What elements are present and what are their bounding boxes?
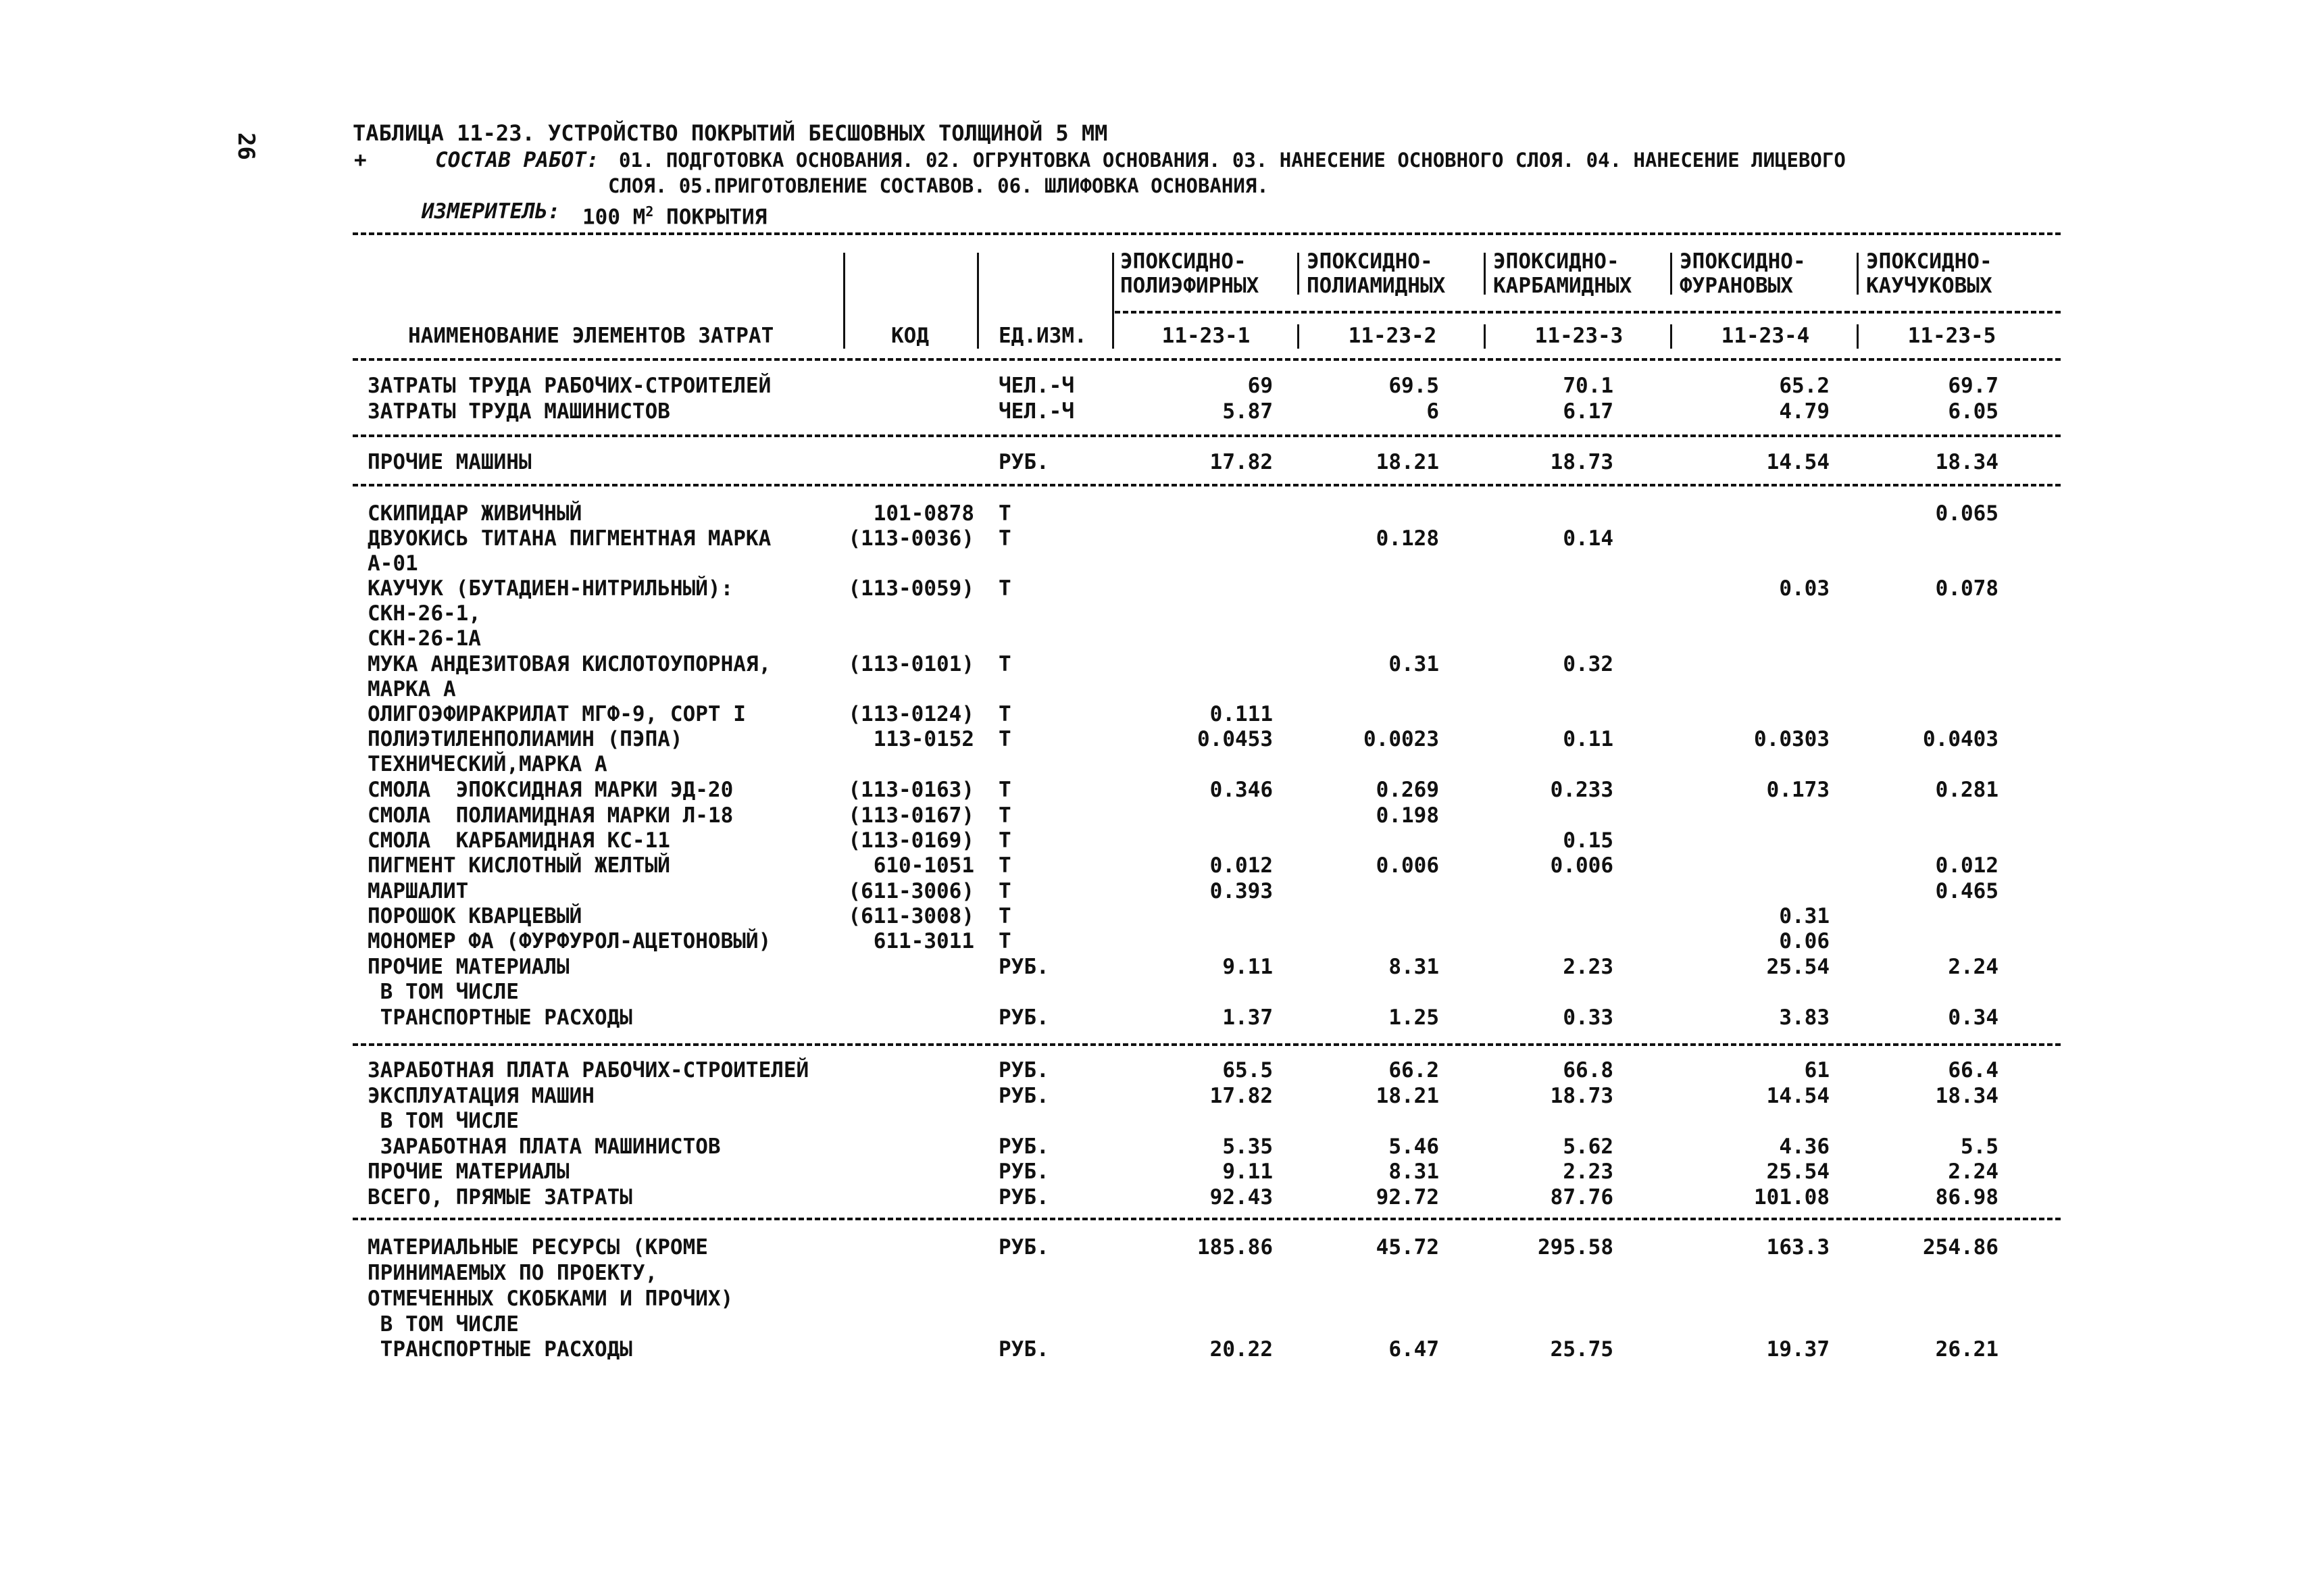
value-cell: 1.37 (1222, 1005, 1273, 1030)
value-cell: 65.5 (1222, 1058, 1273, 1082)
rule-after-materials (353, 1043, 2061, 1046)
value-cell: 0.31 (1388, 652, 1439, 676)
row-unit: Т (999, 879, 1011, 903)
value-cell: 0.006 (1550, 853, 1613, 878)
rule-after-totals (353, 1218, 2061, 1220)
row-name: МАРШАЛИТ (368, 879, 469, 903)
row-name: МУКА АНДЕЗИТОВАЯ КИСЛОТОУПОРНАЯ, (368, 652, 772, 676)
value-cell: 69.7 (1948, 374, 1998, 398)
row-name: ОТМЕЧЕННЫХ СКОБКАМИ И ПРОЧИХ) (368, 1287, 734, 1311)
divider-code-unit (977, 253, 979, 349)
row-code: 610-1051 (873, 853, 974, 878)
rule-after-labor (353, 434, 2061, 437)
value-cell: 185.86 (1197, 1235, 1273, 1260)
header-name: НАИМЕНОВАНИЕ ЭЛЕМЕНТОВ ЗАТРАТ (408, 324, 774, 348)
row-name: МАТЕРИАЛЬНЫЕ РЕСУРСЫ (КРОМЕ (368, 1235, 708, 1260)
row-unit: Т (999, 702, 1011, 726)
row-name: СКН-26-1, (368, 601, 481, 626)
value-cell: 0.393 (1209, 879, 1273, 903)
row-name: ПРОЧИЕ МАТЕРИАЛЫ (368, 955, 570, 979)
value-cell: 254.86 (1923, 1235, 1998, 1260)
row-unit: Т (999, 929, 1011, 953)
value-cell: 6.05 (1948, 399, 1998, 424)
value-cell: 19.37 (1766, 1337, 1830, 1362)
row-code: (113-0167) (848, 803, 974, 828)
composition-line-2: СЛОЯ. 05.ПРИГОТОВЛЕНИЕ СОСТАВОВ. 06. ШЛИФОВКА ОСНОВАНИЯ. (608, 174, 1269, 197)
column-header-line2: ПОЛИЭФИРНЫХ (1120, 274, 1259, 298)
value-cell: 0.0023 (1363, 727, 1439, 751)
value-cell: 295.58 (1538, 1235, 1613, 1260)
row-unit: Т (999, 727, 1011, 751)
divider-col4-col5 (1857, 253, 1859, 295)
value-cell: 0.0303 (1754, 727, 1830, 751)
row-unit: РУБ. (999, 1185, 1049, 1210)
row-name: КАУЧУК (БУТАДИЕН-НИТРИЛЬНЫЙ): (368, 576, 734, 601)
value-cell: 4.36 (1779, 1134, 1830, 1159)
row-name: СКИПИДАР ЖИВИЧНЫЙ (368, 501, 582, 526)
value-cell: 0.0403 (1923, 727, 1998, 751)
value-cell: 6 (1426, 399, 1439, 424)
value-cell: 66.8 (1563, 1058, 1613, 1082)
value-cell: 0.31 (1779, 904, 1830, 928)
value-cell: 2.23 (1563, 955, 1613, 979)
row-name: ТРАНСПОРТНЫЕ РАСХОДЫ (368, 1005, 632, 1030)
value-cell: 5.62 (1563, 1134, 1613, 1159)
value-cell: 61 (1804, 1058, 1830, 1082)
divider-name-code (843, 253, 845, 349)
value-cell: 5.87 (1222, 399, 1273, 424)
value-cell: 2.24 (1948, 1159, 1998, 1184)
column-code: 11-23-1 (1161, 324, 1251, 348)
row-unit: ЧЕЛ.-Ч (999, 374, 1074, 398)
value-cell: 0.03 (1779, 576, 1830, 601)
value-cell: 18.21 (1376, 1084, 1439, 1108)
value-cell: 0.0453 (1197, 727, 1273, 751)
value-cell: 2.24 (1948, 955, 1998, 979)
value-cell: 69.5 (1388, 374, 1439, 398)
value-cell: 5.46 (1388, 1134, 1439, 1159)
value-cell: 0.465 (1935, 879, 1998, 903)
value-cell: 0.15 (1563, 828, 1613, 853)
row-unit: РУБ. (999, 1084, 1049, 1108)
value-cell: 2.23 (1563, 1159, 1613, 1184)
row-code: (113-0124) (848, 702, 974, 726)
plus-mark: + (354, 148, 367, 172)
column-code: 11-23-2 (1348, 324, 1437, 348)
row-name: ПОЛИЭТИЛЕНПОЛИАМИН (ПЭПА) (368, 727, 683, 751)
row-name: В ТОМ ЧИСЛЕ (368, 1312, 519, 1337)
divider-col1-col2 (1297, 253, 1299, 295)
row-name: СМОЛА КАРБАМИДНАЯ КС-11 (368, 828, 670, 853)
row-unit: РУБ. (999, 1235, 1049, 1260)
row-unit: Т (999, 652, 1011, 676)
value-cell: 0.012 (1209, 853, 1273, 878)
column-header-line2: ПОЛИАМИДНЫХ (1307, 274, 1446, 298)
column-code: 11-23-3 (1534, 324, 1624, 348)
row-name: СМОЛА ЭПОКСИДНАЯ МАРКИ ЭД-20 (368, 778, 734, 802)
value-cell: 26.21 (1935, 1337, 1998, 1362)
row-code: (113-0169) (848, 828, 974, 853)
table-title: ТАБЛИЦА 11-23. УСТРОЙСТВО ПОКРЫТИЙ БЕСШОВНЫХ ТОЛЩИНОЙ 5 ММ (353, 120, 1108, 146)
value-cell: 4.79 (1779, 399, 1830, 424)
row-code: 611-3011 (873, 929, 974, 953)
value-cell: 66.4 (1948, 1058, 1998, 1082)
row-name: А-01 (368, 551, 418, 576)
divider-unit-col1 (1112, 253, 1114, 349)
divider-code-col4-col5 (1857, 324, 1859, 349)
measure-value: 100 $М^2$ ПОКРЫТИЯ (582, 203, 768, 230)
row-code: (113-0101) (848, 652, 974, 676)
row-name: ОЛИГОЭФИРАКРИЛАТ МГФ-9, СОРТ I (368, 702, 746, 726)
column-header-line1: ЭПОКСИДНО- (1493, 249, 1619, 274)
row-name: МОНОМЕР ФА (ФУРФУРОЛ-АЦЕТОНОВЫЙ) (368, 929, 772, 953)
row-name: ТЕХНИЧЕСКИЙ,МАРКА А (368, 752, 607, 776)
row-code: (611-3008) (848, 904, 974, 928)
row-name: В ТОМ ЧИСЛЕ (368, 980, 519, 1004)
row-name: ДВУОКИСЬ ТИТАНА ПИГМЕНТНАЯ МАРКА (368, 526, 772, 551)
row-unit: РУБ. (999, 1005, 1049, 1030)
row-name: ЭКСПЛУАТАЦИЯ МАШИН (368, 1084, 595, 1108)
row-name: ПОРОШОК КВАРЦЕВЫЙ (368, 904, 582, 928)
value-cell: 18.73 (1550, 1084, 1613, 1108)
row-code: (611-3006) (848, 879, 974, 903)
page-number: 26 (232, 132, 259, 160)
column-header-line2: КАУЧУКОВЫХ (1866, 274, 1992, 298)
value-cell: 92.43 (1209, 1185, 1273, 1210)
row-name: В ТОМ ЧИСЛЕ (368, 1109, 519, 1133)
value-cell: 18.34 (1935, 450, 1998, 474)
row-name: ЗАРАБОТНАЯ ПЛАТА МАШИНИСТОВ (368, 1134, 721, 1159)
column-code: 11-23-4 (1721, 324, 1810, 348)
value-cell: 0.111 (1209, 702, 1273, 726)
divider-col2-col3 (1484, 253, 1486, 295)
row-unit: Т (999, 904, 1011, 928)
value-cell: 3.83 (1779, 1005, 1830, 1030)
row-unit: РУБ. (999, 1058, 1049, 1082)
value-cell: 18.34 (1935, 1084, 1998, 1108)
row-unit: Т (999, 803, 1011, 828)
value-cell: 0.346 (1209, 778, 1273, 802)
value-cell: 0.012 (1935, 853, 1998, 878)
value-cell: 0.065 (1935, 501, 1998, 526)
rule-after-machines (353, 484, 2061, 487)
row-code: 101-0878 (873, 501, 974, 526)
value-cell: 0.006 (1376, 853, 1439, 878)
value-cell: 0.32 (1563, 652, 1613, 676)
row-unit: РУБ. (999, 1159, 1049, 1184)
row-name: ПРИНИМАЕМЫХ ПО ПРОЕКТУ, (368, 1261, 658, 1285)
rule-top (353, 232, 2061, 235)
divider-code-col2-col3 (1484, 324, 1486, 349)
row-code: (113-0036) (848, 526, 974, 551)
row-code: 113-0152 (873, 727, 974, 751)
row-name: СМОЛА ПОЛИАМИДНАЯ МАРКИ Л-18 (368, 803, 734, 828)
value-cell: 25.54 (1766, 1159, 1830, 1184)
row-unit: Т (999, 778, 1011, 802)
column-header-line1: ЭПОКСИДНО- (1120, 249, 1247, 274)
value-cell: 0.078 (1935, 576, 1998, 601)
value-cell: 8.31 (1388, 1159, 1439, 1184)
value-cell: 9.11 (1222, 1159, 1273, 1184)
value-cell: 25.54 (1766, 955, 1830, 979)
column-header-line1: ЭПОКСИДНО- (1307, 249, 1433, 274)
row-unit: РУБ. (999, 955, 1049, 979)
value-cell: 0.06 (1779, 929, 1830, 953)
row-name: ЗАТРАТЫ ТРУДА РАБОЧИХ-СТРОИТЕЛЕЙ (368, 374, 772, 398)
column-header-line1: ЭПОКСИДНО- (1680, 249, 1806, 274)
value-cell: 17.82 (1209, 450, 1273, 474)
column-code: 11-23-5 (1907, 324, 1996, 348)
value-cell: 0.33 (1563, 1005, 1613, 1030)
composition-line-1: 01. ПОДГОТОВКА ОСНОВАНИЯ. 02. ОГРУНТОВКА ОСНОВАНИЯ. 03. НАНЕСЕНИЕ ОСНОВНОГО СЛОЯ. 04. НАНЕСЕНИЕ ЛИЦЕВОГО (619, 149, 1846, 172)
value-cell: 20.22 (1209, 1337, 1273, 1362)
row-name: ПРОЧИЕ МАТЕРИАЛЫ (368, 1159, 570, 1184)
value-cell: 70.1 (1563, 374, 1613, 398)
divider-col3-col4 (1670, 253, 1672, 295)
value-cell: 1.25 (1388, 1005, 1439, 1030)
row-name: СКН-26-1А (368, 626, 481, 651)
row-name: МАРКА А (368, 677, 456, 701)
row-name: ПРОЧИЕ МАШИНЫ (368, 450, 532, 474)
value-cell: 5.35 (1222, 1134, 1273, 1159)
value-cell: 14.54 (1766, 1084, 1830, 1108)
row-name: ТРАНСПОРТНЫЕ РАСХОДЫ (368, 1337, 632, 1362)
value-cell: 17.82 (1209, 1084, 1273, 1108)
value-cell: 0.34 (1948, 1005, 1998, 1030)
divider-code-col3-col4 (1670, 324, 1672, 349)
row-unit: РУБ. (999, 450, 1049, 474)
value-cell: 6.17 (1563, 399, 1613, 424)
value-cell: 87.76 (1550, 1185, 1613, 1210)
measure-label: ИЗМЕРИТЕЛЬ: (422, 199, 561, 224)
value-cell: 69 (1247, 374, 1273, 398)
row-unit: Т (999, 526, 1011, 551)
value-cell: 163.3 (1766, 1235, 1830, 1260)
row-name: ЗАРАБОТНАЯ ПЛАТА РАБОЧИХ-СТРОИТЕЛЕЙ (368, 1058, 809, 1082)
row-unit: РУБ. (999, 1337, 1049, 1362)
value-cell: 0.233 (1550, 778, 1613, 802)
header-unit: ЕД.ИЗМ. (999, 324, 1087, 348)
value-cell: 6.47 (1388, 1337, 1439, 1362)
header-code: КОД (891, 324, 929, 348)
value-cell: 66.2 (1388, 1058, 1439, 1082)
value-cell: 0.269 (1376, 778, 1439, 802)
row-unit: Т (999, 501, 1011, 526)
value-cell: 45.72 (1376, 1235, 1439, 1260)
rule-header-bottom (353, 358, 2061, 361)
row-code: (113-0163) (848, 778, 974, 802)
row-name: ПИГМЕНТ КИСЛОТНЫЙ ЖЕЛТЫЙ (368, 853, 670, 878)
value-cell: 18.73 (1550, 450, 1613, 474)
row-unit: Т (999, 853, 1011, 878)
value-cell: 18.21 (1376, 450, 1439, 474)
value-cell: 9.11 (1222, 955, 1273, 979)
value-cell: 0.281 (1935, 778, 1998, 802)
value-cell: 86.98 (1935, 1185, 1998, 1210)
value-cell: 14.54 (1766, 450, 1830, 474)
column-header-line2: КАРБАМИДНЫХ (1493, 274, 1632, 298)
rule-header-mid (1115, 311, 2061, 314)
row-unit: ЧЕЛ.-Ч (999, 399, 1074, 424)
row-code: (113-0059) (848, 576, 974, 601)
value-cell: 0.128 (1376, 526, 1439, 551)
row-name: ЗАТРАТЫ ТРУДА МАШИНИСТОВ (368, 399, 670, 424)
divider-code-col1-col2 (1297, 324, 1299, 349)
column-header-line2: ФУРАНОВЫХ (1680, 274, 1793, 298)
value-cell: 65.2 (1779, 374, 1830, 398)
row-unit: РУБ. (999, 1134, 1049, 1159)
column-header-line1: ЭПОКСИДНО- (1866, 249, 1992, 274)
value-cell: 0.173 (1766, 778, 1830, 802)
row-unit: Т (999, 828, 1011, 853)
value-cell: 92.72 (1376, 1185, 1439, 1210)
row-name: ВСЕГО, ПРЯМЫЕ ЗАТРАТЫ (368, 1185, 632, 1210)
value-cell: 0.11 (1563, 727, 1613, 751)
row-unit: Т (999, 576, 1011, 601)
composition-label: СОСТАВ РАБОТ: (435, 148, 599, 172)
value-cell: 5.5 (1961, 1134, 1998, 1159)
value-cell: 0.14 (1563, 526, 1613, 551)
value-cell: 101.08 (1754, 1185, 1830, 1210)
value-cell: 0.198 (1376, 803, 1439, 828)
value-cell: 25.75 (1550, 1337, 1613, 1362)
value-cell: 8.31 (1388, 955, 1439, 979)
